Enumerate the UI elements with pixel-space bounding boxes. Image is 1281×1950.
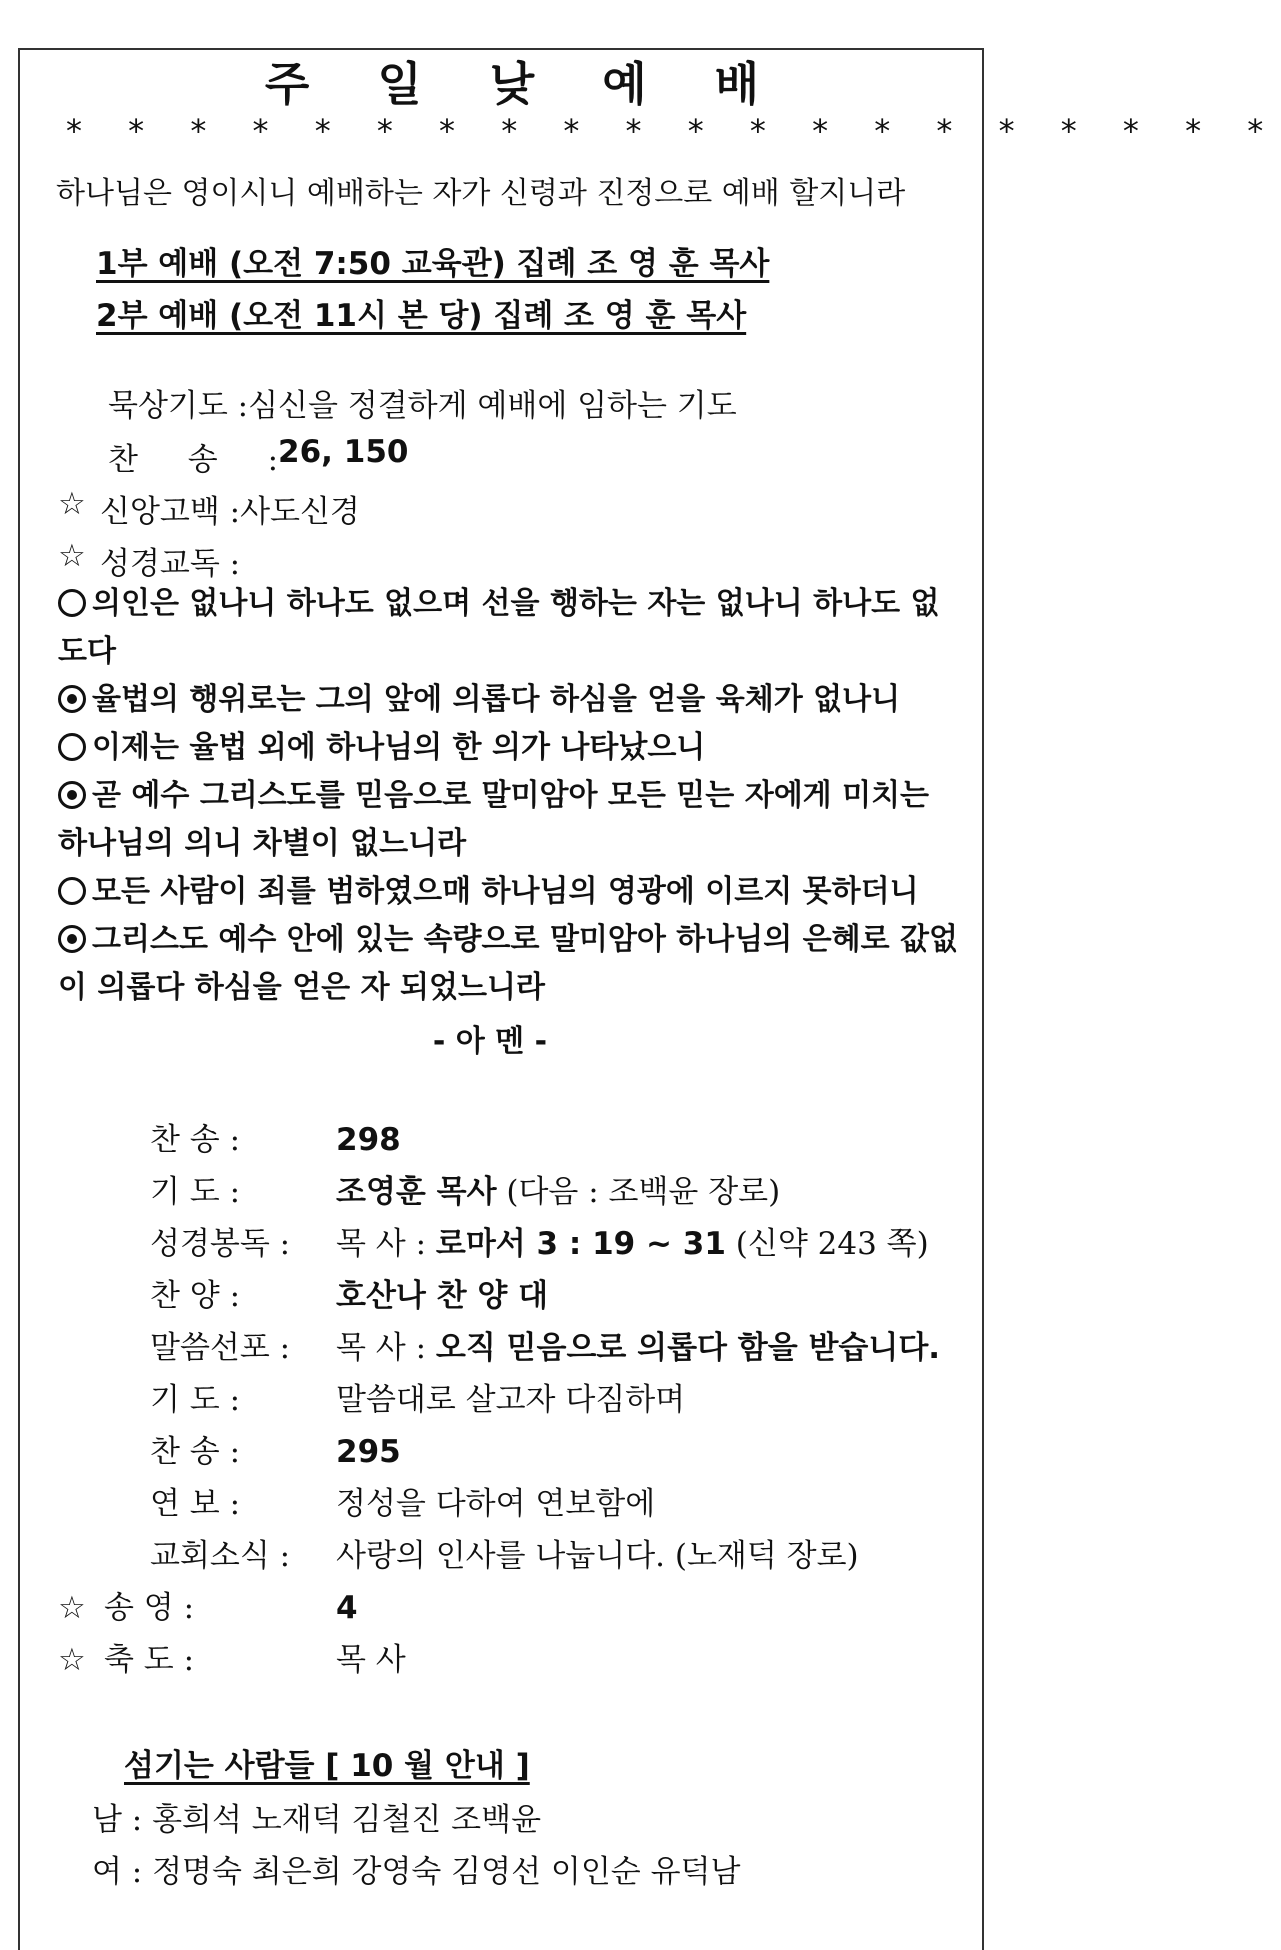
open-circle-icon xyxy=(58,877,86,905)
order-item xyxy=(58,1114,401,1159)
filled-circle-icon xyxy=(58,685,86,713)
order-label: 교회소식 : xyxy=(150,1538,291,1574)
ushers-men-label: 남 : xyxy=(92,1802,153,1838)
reading-item xyxy=(58,676,958,724)
ushers-women-label: 여 : xyxy=(92,1854,153,1890)
star-icon: ☆ xyxy=(58,1590,86,1626)
order-value-plain: (다음 : 조백윤 장로) xyxy=(496,1174,781,1210)
order-item xyxy=(58,1218,929,1263)
star-icon: ☆ xyxy=(58,1642,86,1678)
order-value-bold: 4 xyxy=(336,1590,358,1626)
order-label: 말씀선포 : xyxy=(150,1330,291,1366)
reading-text: 의인은 없나니 하나도 없으며 선을 행하는 자는 없나니 하나도 없도다 xyxy=(58,586,940,669)
service-line-2: 2부 예배 (오전 11시 본 당) 집례 조 영 훈 목사 xyxy=(96,298,747,334)
order-label: 송 영 : xyxy=(104,1590,195,1626)
page-title: 주 일 낮 예 배 xyxy=(264,57,786,111)
order-label: 기 도 : xyxy=(150,1174,241,1210)
order-item xyxy=(58,1270,548,1315)
order-value-plain: 말씀대로 살고자 다짐하며 xyxy=(336,1382,686,1418)
order-label: 성경봉독 : xyxy=(150,1226,291,1262)
order-value: 심신을 정결하게 예배에 임하는 기도 xyxy=(248,388,737,424)
reading-item xyxy=(58,772,958,868)
ushers-men-names: 홍희석 노재덕 김철진 조백윤 xyxy=(152,1802,542,1838)
ushers-women xyxy=(92,1846,740,1891)
order-item xyxy=(58,1322,940,1367)
order-item xyxy=(58,538,240,583)
reading-text: 모든 사람이 죄를 범하였으매 하나님의 영광에 이르지 못하더니 xyxy=(92,874,919,909)
order-value-plain: (신약 243 쪽) xyxy=(725,1226,929,1262)
order-value: 사도신경 xyxy=(240,494,360,530)
service-line-1: 1부 예배 (오전 7:50 교육관) 집례 조 영 훈 목사 xyxy=(96,246,770,282)
order-item xyxy=(58,1478,655,1523)
order-item xyxy=(58,1530,859,1575)
ushers-men xyxy=(92,1794,541,1839)
reading-text: 곧 예수 그리스도를 믿음으로 말미암아 모든 믿는 자에게 미치는 하나님의 의니 차별이 없느니라 xyxy=(58,778,930,861)
order-mark xyxy=(58,380,100,425)
reading-item xyxy=(58,724,958,772)
order-label: 찬 송 : xyxy=(150,1434,241,1470)
reading-item xyxy=(58,916,958,1012)
order-item xyxy=(58,486,360,531)
order-item xyxy=(58,1426,401,1471)
theme-verse: 하나님은 영이시니 예배하는 자가 신령과 진정으로 예배 할지니라 xyxy=(56,176,906,211)
reading-text: 율법의 행위로는 그의 앞에 의롭다 하심을 얻을 육체가 없나니 xyxy=(92,682,901,717)
order-value-bold: 298 xyxy=(336,1122,401,1158)
order-label: 묵상기도 : xyxy=(108,388,249,424)
order-value-plain: 정성을 다하여 연보함에 xyxy=(336,1486,656,1522)
order-item xyxy=(58,1582,358,1627)
ushers-heading: 섬기는 사람들 [ 10 월 안내 ] xyxy=(124,1748,530,1784)
order-value-plain: 목 사 xyxy=(336,1642,406,1678)
order-mark xyxy=(58,434,100,479)
reading-item xyxy=(58,868,958,916)
reading-text: 이제는 율법 외에 하나님의 한 의가 나타났으니 xyxy=(92,730,706,765)
order-label: 찬 송 : xyxy=(150,1122,241,1158)
order-value-bold: 295 xyxy=(336,1434,401,1470)
star-icon: ☆ xyxy=(58,486,86,522)
star-icon: ☆ xyxy=(58,538,86,574)
order-label: 찬 송 : xyxy=(108,442,279,478)
order-label: 기 도 : xyxy=(150,1382,241,1418)
order-item xyxy=(58,1634,406,1679)
sermon-title: 오직 믿음으로 의롭다 함을 받습니다. xyxy=(435,1330,941,1366)
amen-line: - 아 멘 - xyxy=(432,1024,548,1059)
order-item xyxy=(58,1166,780,1211)
order-label: 신앙고백 : xyxy=(100,494,241,530)
filled-circle-icon xyxy=(58,925,86,953)
order-label: 찬 양 : xyxy=(150,1278,241,1314)
reading-item xyxy=(58,580,958,676)
order-value-bold: 로마서 3 : 19 ~ 31 xyxy=(435,1226,726,1262)
order-prefix: 목 사 : xyxy=(336,1226,436,1262)
order-item xyxy=(58,380,737,425)
filled-circle-icon xyxy=(58,781,86,809)
order-label: 축 도 : xyxy=(104,1642,195,1678)
order-value: 26, 150 xyxy=(278,434,409,470)
ushers-women-names: 정명숙 최은희 강영숙 김영선 이인순 유덕남 xyxy=(152,1854,741,1890)
order-item xyxy=(58,434,408,479)
open-circle-icon xyxy=(58,733,86,761)
reading-text: 그리스도 예수 안에 있는 속량으로 말미암아 하나님의 은혜로 값없이 의롭다 하심을 얻은 자 되었느니라 xyxy=(58,922,959,1005)
order-value-bold: 조영훈 목사 xyxy=(336,1174,497,1210)
order-item xyxy=(58,1374,685,1419)
order-value-bold: 호산나 찬 양 대 xyxy=(336,1278,549,1314)
order-value-plain: 사랑의 인사를 나눕니다. (노재덕 장로) xyxy=(336,1538,859,1574)
order-label: 성경교독 : xyxy=(100,546,241,582)
star-divider: * * * * * * * * * * * * * * * * * * * * xyxy=(66,112,1281,150)
open-circle-icon xyxy=(58,589,86,617)
order-prefix: 목 사 : xyxy=(336,1330,436,1366)
order-label: 연 보 : xyxy=(150,1486,241,1522)
